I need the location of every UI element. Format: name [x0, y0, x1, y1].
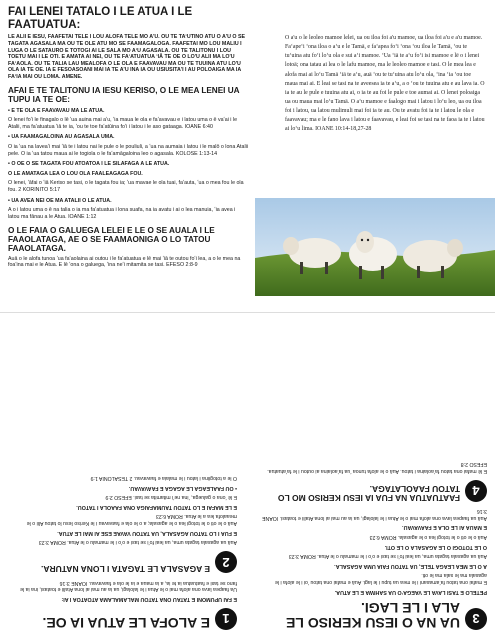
step-2-title: E AGASALA LE TAGATA I LONA NATURA. — [40, 564, 210, 575]
a-cap-2: O LE TOTOGI O LE AGASALA O LE OTI. — [384, 543, 487, 550]
a-cap-1: A O LE MEA LEAGA TELE, UA TATOU FAIA UMA AGASALA. — [334, 562, 487, 569]
bullet-new-person-text: O lenei, ʻāfai o ʻiā Keriso se tasi, o le tagata fou ia; ʻua mavae le ola tuai, faʻauta, ʻua o mea fou le ola fou. 2 KORINITO 5:17 — [8, 180, 244, 194]
b-text-2: E lē ʻona o galuega, ʻina neʻi mitamita se tasi. EFESO 2:9 — [105, 494, 237, 501]
step-3-title: UA NA O IESU KERISO LE ALA I LE LAGI. — [286, 600, 460, 631]
bullet-child-of-god-title: • UA AVEA NEI OE MA ATALII O LE ATUA. — [8, 197, 112, 204]
bullet-eternal-life-text: O lenei foʻi le finagalo o lē ʻua auina mai aʻu, ʻia maua le ola e faʻavavau e i latou uma o ē vaʻai i le Atalii, ma faʻatuatua ʻiā te ia, ʻou te toe faʻatūina foʻi i latou i le aso gataaga. IOANE 6:40 — [8, 117, 238, 130]
a-text-1: Auā ua agasala tagata uma, ua leai foʻi se tasi e oʻo i le mamalu o le Atua. ROMA 3:23 — [288, 553, 487, 560]
sheep-illustration — [255, 198, 495, 296]
bullet-eternal-life-title: • E TE OLA E FAAVAVAU MA LE ATUA. — [8, 107, 105, 114]
step-1-text: Ua faapea lava ona alofa mai o le Atua i le lalolagi, ua ia au mai ai lona Atalii e toatasi, ina ia le fano se tasi e faatuatua ia te ia, a ia maua e ia le ola e faavavau. IOANE 3:16 — [20, 579, 237, 593]
step-1-number: 1 — [215, 608, 237, 630]
step-4-number: 4 — [465, 480, 487, 502]
step-3 — [262, 601, 487, 630]
b-cap-1: E FUA I LO TATOU AGASALA, UA TATOU VAVAE ESE AI MAI LE ATUA. — [57, 529, 237, 536]
sheep-photo — [255, 198, 495, 296]
upside-down-panel — [0, 314, 495, 640]
prayer-heading: FAI LENEI TATALO I LE ATUA I LE FAATUATUA: — [8, 6, 193, 31]
step-3-number: 3 — [465, 608, 487, 630]
left-column — [8, 6, 248, 311]
step-1 — [12, 608, 237, 630]
step-4-text: E lē mafai ona tatou faʻaolaina i tatou. Auā o le alofa tunoa ʻua faʻaolaina ai outou i le faʻatuatua. EFESO 2:8 — [267, 461, 487, 474]
bullet-new-person-title: • O OE O SE TAGATA FOU ATOATOA I LE SILAFAGA A LE ATUA. — [8, 161, 170, 168]
a-text-2: Auā o le oti o le totogi lea o le agasala. ROMA 6:23 — [369, 533, 487, 540]
step-2-number: 2 — [215, 551, 237, 573]
b-cap-2: E LE MAFAI E LO TATOU TAUMAFAIGA ONA FAAOLA I TATOU. — [76, 504, 237, 510]
good-works-heading: O LE FAIA O GALUEGA LELEI E LE O SE AUALA I LE FAAOLATAGA, AE O SE FAAMAONIGA O LO TATOU FAAOLATAGA. — [8, 225, 215, 253]
a-text-3: Auā ua faapea lava ona alofa mai o le Atua i le lalolagi, ua ia au mai ai lona Atalii e toatasi. IOANE 3:16 — [262, 508, 487, 521]
bullet-forgiven-title: • UA FAAMAGALOINA AU AGASALA UMA. — [8, 134, 115, 141]
step-2 — [12, 551, 237, 573]
bottom-column-a — [262, 458, 487, 630]
step-3-lead: PETELO E TASI LAVA LE VAEGAʻO UA SAHIWA E LE ATUA. — [334, 588, 487, 595]
step-1-lead: E FAI UPUMONI E TATAU ONA TATOU MALAMALAMA ATOATOA I AI: — [61, 596, 237, 602]
step-4 — [262, 480, 487, 502]
step-2-text: Auā ua agasala tagata uma, ua leai foʻi se tasi e oʻo i le mamalu o le Atua. ROMA 3:23 — [38, 539, 237, 546]
prayer-text: LE ALII E IESU, FAAFETAI TELE I LOU ALOFA TELE MO A'U. OU TE TAʻUTINO ATU O A'U O SE TAGATA AGASALA MA OU TE OLE ATU MO SE FAAMAGALOGA. FAAFETAI MO LOU MALIU I LUGA O LE SATAURO E TOTOGI AI LE SALA MO AʻU AGASALA. OU TE TALITONU I LOU TOETU MAI I LE OTI. E AMATA AI NEI, OU TE FAʻATUATUA ʻIĀ TE OE O LO'U ALII MA LO'U FAʻAOLA. OU TE TALIA LAU MEALOFA O LE OLA E FAAVAVAU MA OU TE TUUINA ATU LO'U OLA IA TE OE. IA E FESOASOANI MAI IA TE A'U INA IA OU USIUSITA'I I AU POLOAIGA MA IA FAʻIA MAI OU LOMA. AMENE. — [8, 34, 246, 80]
b-text-1: Auā o le oti o le totogi lea o le agasala; a o le ola e faavavau i le Keriso Iesu lo tatou Alii o le meaalofa lea a le Atua. ROMA 6:23 — [26, 513, 237, 526]
bottom-column-b — [12, 472, 237, 631]
shepherd-verse: O a'u o le leoleo mamoe lelei, ua ou iloa foi a'u mamoe, ua iloa foi a'u e a'u mamoe. Faʻapeʻi ʻona iloa o aʻu e le Tamā, e faʻapea foʻi ʻona ʻou iloa le Tamā, ʻou te tuʻuina atu foʻi loʻu ola e sui aʻi mamoe. ʻUa ʻiā te aʻu foʻi isi mamoe e lē o i lenei lotoā; ona tatau ai lea o le lafu mamoe, ma le leoleo mamoe e tasi. O le mea lea e alofa mai ai loʻu Tamā ʻiā te aʻu, auā ʻou te tuʻuina atu loʻu ola, ʻina ʻia ʻou toe maua mai ai. E leai se tasi na te aveesea ia te aʻu, a o ʻou te tuuina atu e au lava ia. O ia te au le pule e tuuina atu ai, o ia te au foi le pule e toe aumai ai. O lenei poloaiga ua ou maua mai loʻu Tamā. O aʻu mamoe e faalogo mai i latou i loʻu leo, ua ou iloa foi i latou, ua latou mulimuli mai foi ia te au. Ou te avatu foi ia te i latou le ola e faavavau; ma e le fano lava i latou e faavavau, e leai foi se tasi na te faoa ia te i latou ai loʻu lima. IOANE 10:14-18,27-28 — [285, 35, 485, 133]
b-text-3: O le a totogiina i latou i le malaia e faavavau. 2 TESALONIA 1:9 — [90, 475, 237, 481]
fold-line — [0, 312, 495, 313]
step-3-text: E mafai ona tatou faʻamasani i le mea ua tupu i le lagi. Auā e mafai ona tatou ʻoi i le alofa i le agasala ma le sala ma le oti. — [275, 572, 487, 585]
b-cap-3: • OU FAALEAGA LE AGAGA E FAAVAVAU. — [128, 484, 237, 491]
belief-heading: AFAI E TE TALITONU IA IESU KERISO, O LE MEA LENEI UA TUPU IA TE OE: — [8, 85, 240, 104]
bullet-new-person-sub: O LE AMATAGA LEA O LOU OLA FAALEAGAGA FOU. — [8, 170, 143, 177]
step-1-title: E ALOFA LE ATUA IA OE. — [42, 615, 210, 631]
bullet-forgiven-text: O ia ʻua na laveaʻi mai ʻiā te i latou nai le pule o le pouliuli, a ʻua na aumaia i latou i le malō o lona Atalii pele. O ia ʻua tatou maua ai le togiola o le faʻamāgaloina leo o agasala. KOLOSE 1:13-14 — [8, 144, 248, 157]
a-cap-3: E MAUA AI LE OLA E FAAVAVAU. — [402, 524, 487, 531]
step-4-title: FAATUATUA NA FUA IA IESU KERISO MO LO TATOU FAAOLATAGA. — [277, 483, 460, 503]
closing-verse: Auā o le alofa tunoa ʻua faʻaolaina ai outou i le faʻatuatua e lē mai ʻiā te outou foʻi lea, a o le mea na foaʻina mai e le Atua. E lē ʻona o galuega, ʻina neʻi mitamita se tasi. EFESO 2:8-9 — [8, 255, 241, 269]
bullet-child-of-god-text: A o i latou uma o ē na talia o ia ma faʻatuatua i lona suafa, na ia avatu i ai o lea manuia, ʻia avea i latou ma fānau a le Atua. IOANE 1:12 — [8, 207, 236, 220]
